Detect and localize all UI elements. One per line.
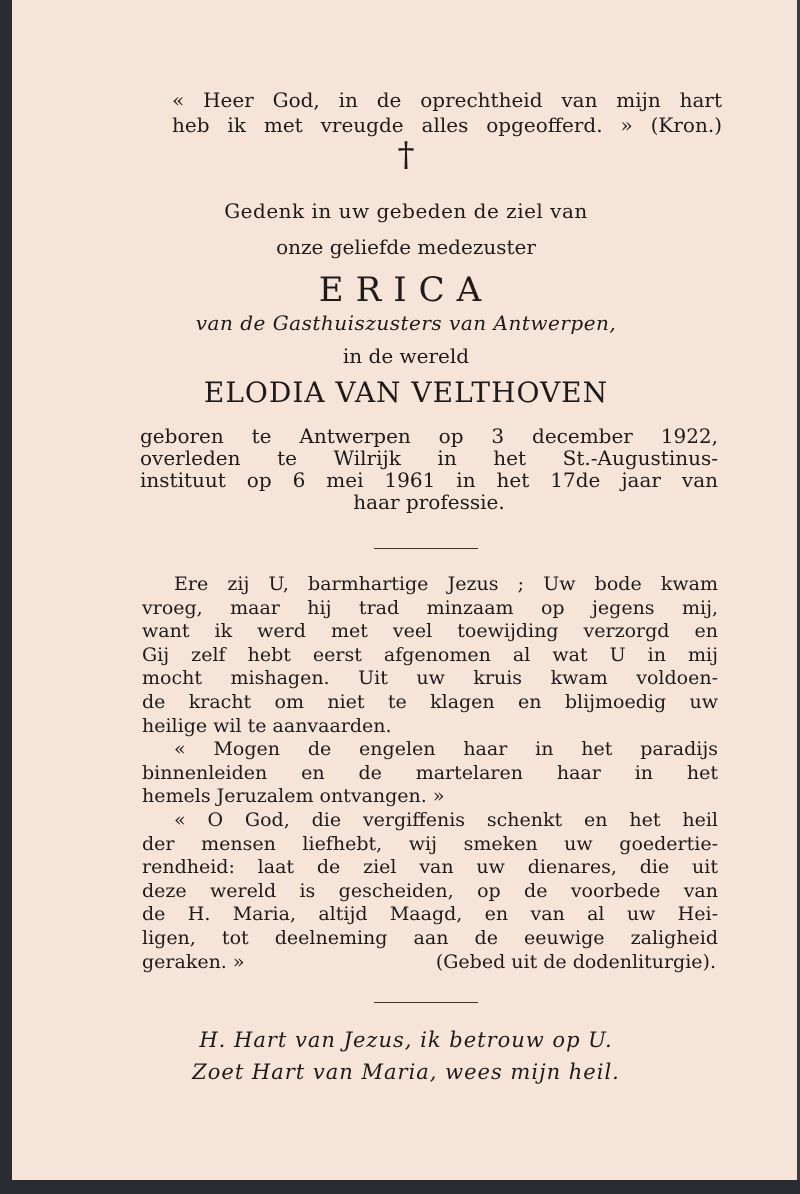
prayer-line: Ere zij U, barmhartige Jezus ; Uw bode kwam [174,573,718,595]
prayer-source: (Gebed uit de dodenliturgie). [435,950,716,973]
prayer-line: vroeg, maar hij trad minzaam op jegens mij, [142,596,718,619]
prayer-line: heilige wil te aanvaarden. [142,714,392,737]
prayer-line: der mensen liefhebt, wij smeken uw goedertie- [142,832,718,855]
intro-line-2: onze geliefde medezuster [276,235,536,259]
memorial-card [12,0,800,1180]
prayer-line: rendheid: laat de ziel van uw dienares, die uit [142,856,718,879]
invocation-sacred-heart: H. Hart van Jezus, ik betrouw op U. [199,1028,613,1052]
prayer-text [142,573,718,974]
prayer-closing-left: geraken. » [142,950,245,973]
intro-line-1: Gedenk in uw gebeden de ziel van [224,199,588,223]
prayer-line: hemels Jeruzalem ontvangen. » [142,785,445,808]
header-quote-line-2: heb ik met vreugde alles opgeofferd. » (Kron.) [172,113,722,137]
biography-line: haar professie. [353,490,505,514]
prayer-line: de kracht om niet te klagen en blijmoedig uw [142,690,718,713]
prayer-line: deze wereld is gescheiden, op de voorbede van [142,879,718,902]
prayer-line: « Mogen de engelen haar in het paradijs [174,738,718,761]
civil-name: ELODIA VAN VELTHOVEN [203,376,609,409]
cross-icon: † [397,135,415,175]
divider-top [374,548,478,549]
invocation-mary: Zoet Hart van Maria, wees mijn heil. [192,1060,620,1084]
prayer-line: binnenleiden en de martelaren haar in het [142,761,718,784]
prayer-closing [142,951,718,975]
biography [140,425,718,513]
prayer-line: ligen, tot deelneming aan de eeuwige zaligheid [142,926,718,949]
prayer-line: « O God, die vergiffenis schenkt en het heil [174,808,718,831]
biography-line: overleden te Wilrijk in het St.-Augustinus- [140,446,718,470]
biography-line: geboren te Antwerpen op 3 december 1922, [140,424,718,448]
religious-name: ERICA [318,270,494,310]
congregation: van de Gasthuiszusters van Antwerpen, [195,311,617,335]
biography-line: instituut op 6 mei 1961 in het 17de jaar van [140,468,718,492]
header-quote-line-1: « Heer God, in de oprechtheid van mijn hart [172,88,722,112]
prayer-line: Gij zelf hebt eerst afgenomen al wat U in mij [142,643,718,666]
prayer-line: de H. Maria, altijd Maagd, en van al uw Hei- [142,903,718,926]
prayer-line: mocht mishagen. Uit uw kruis kwam voldoen- [142,667,718,690]
divider-bottom [374,1002,478,1003]
prayer-line: want ik werd met veel toewijding verzorgd en [142,620,718,643]
in-world-label: in de wereld [342,344,470,368]
